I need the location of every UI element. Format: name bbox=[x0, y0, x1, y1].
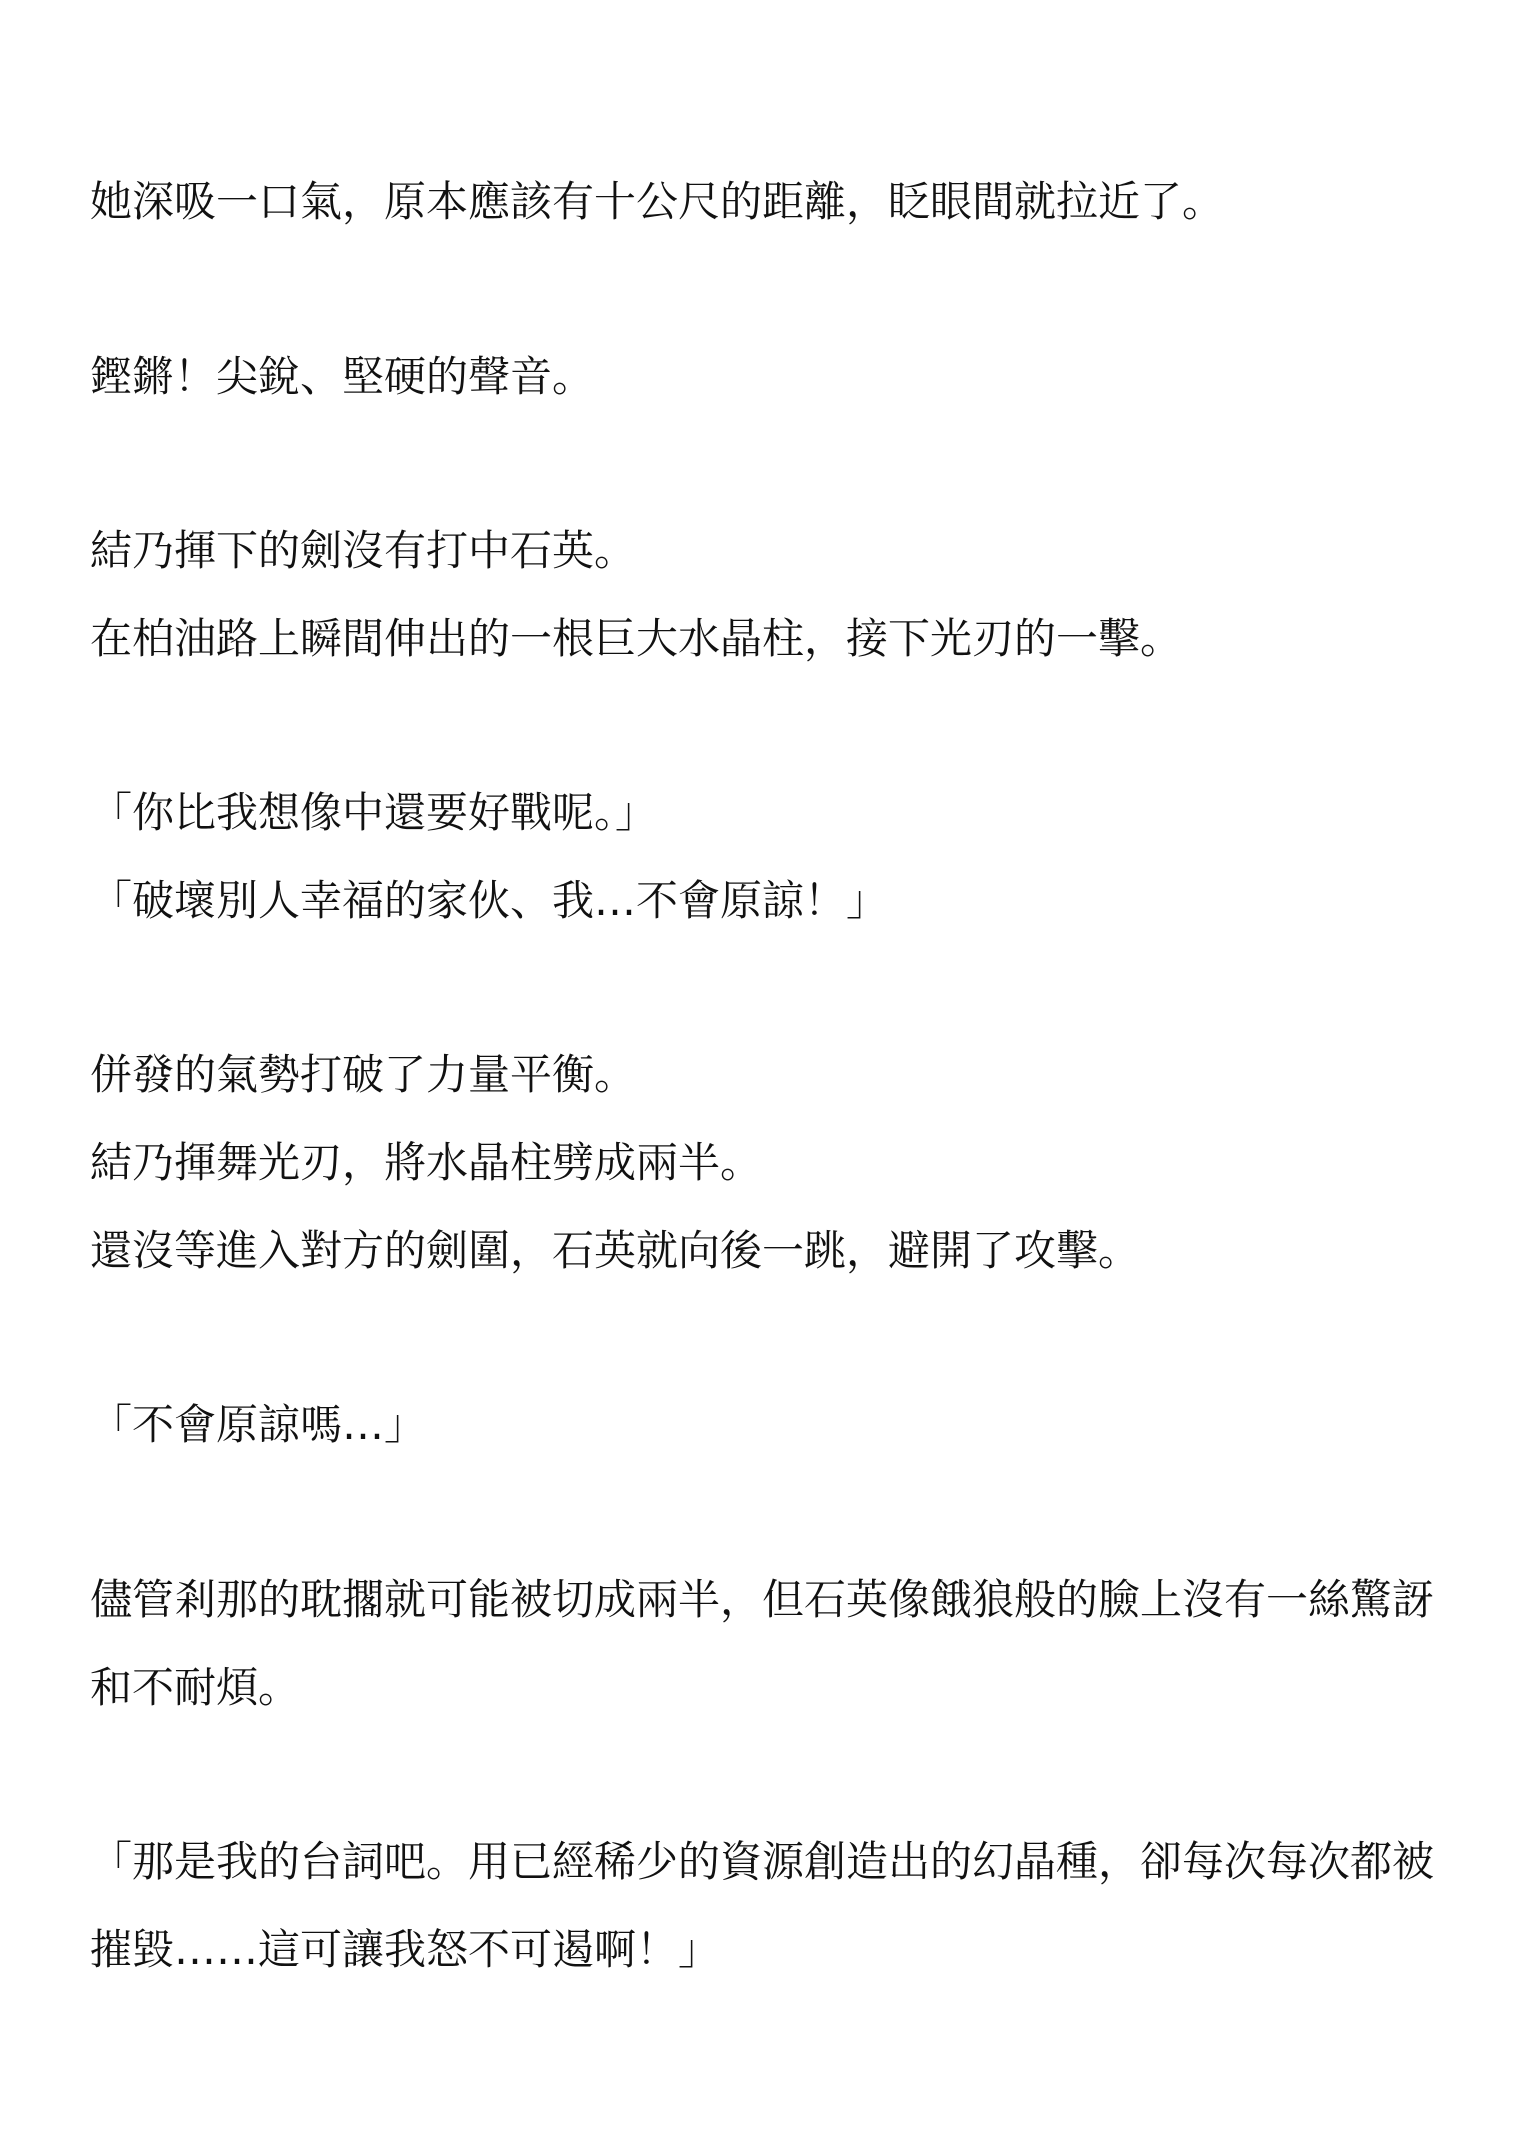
dialogue-line: 「不會原諒嗎…」 bbox=[90, 1400, 427, 1449]
text-line: 結乃揮下的劍沒有打中石英。 bbox=[90, 526, 637, 575]
text-line: 還沒等進入對方的劍圍，石英就向後一跳，避開了攻擊。 bbox=[90, 1226, 1141, 1275]
text-line: 結乃揮舞光刃，將水晶柱劈成兩半。 bbox=[90, 1138, 763, 1187]
text-line: 她深吸一口氣，原本應該有十公尺的距離，眨眼間就拉近了。 bbox=[90, 177, 1225, 226]
dialogue-line: 「你比我想像中還要好戰呢。」 bbox=[90, 788, 658, 837]
dialogue-paragraph: 「那是我的台詞吧。用已經稀少的資源創造出的幻晶種，卻每次每次都被摧毀……這可讓我怒不可遏啊！」 bbox=[90, 1837, 1435, 1974]
text-line: 併發的氣勢打破了力量平衡。 bbox=[90, 1050, 637, 1099]
text-line: 在柏油路上瞬間伸出的一根巨大水晶柱，接下光刃的一擊。 bbox=[90, 614, 1183, 663]
text-paragraph: 儘管剎那的耽擱就可能被切成兩半，但石英像餓狼般的臉上沒有一絲驚訝和不耐煩。 bbox=[90, 1575, 1435, 1712]
text-line: 鏗鏘！尖銳、堅硬的聲音。 bbox=[90, 352, 595, 401]
dialogue-line: 「破壞別人幸福的家伙、我…不會原諒！」 bbox=[90, 876, 889, 925]
